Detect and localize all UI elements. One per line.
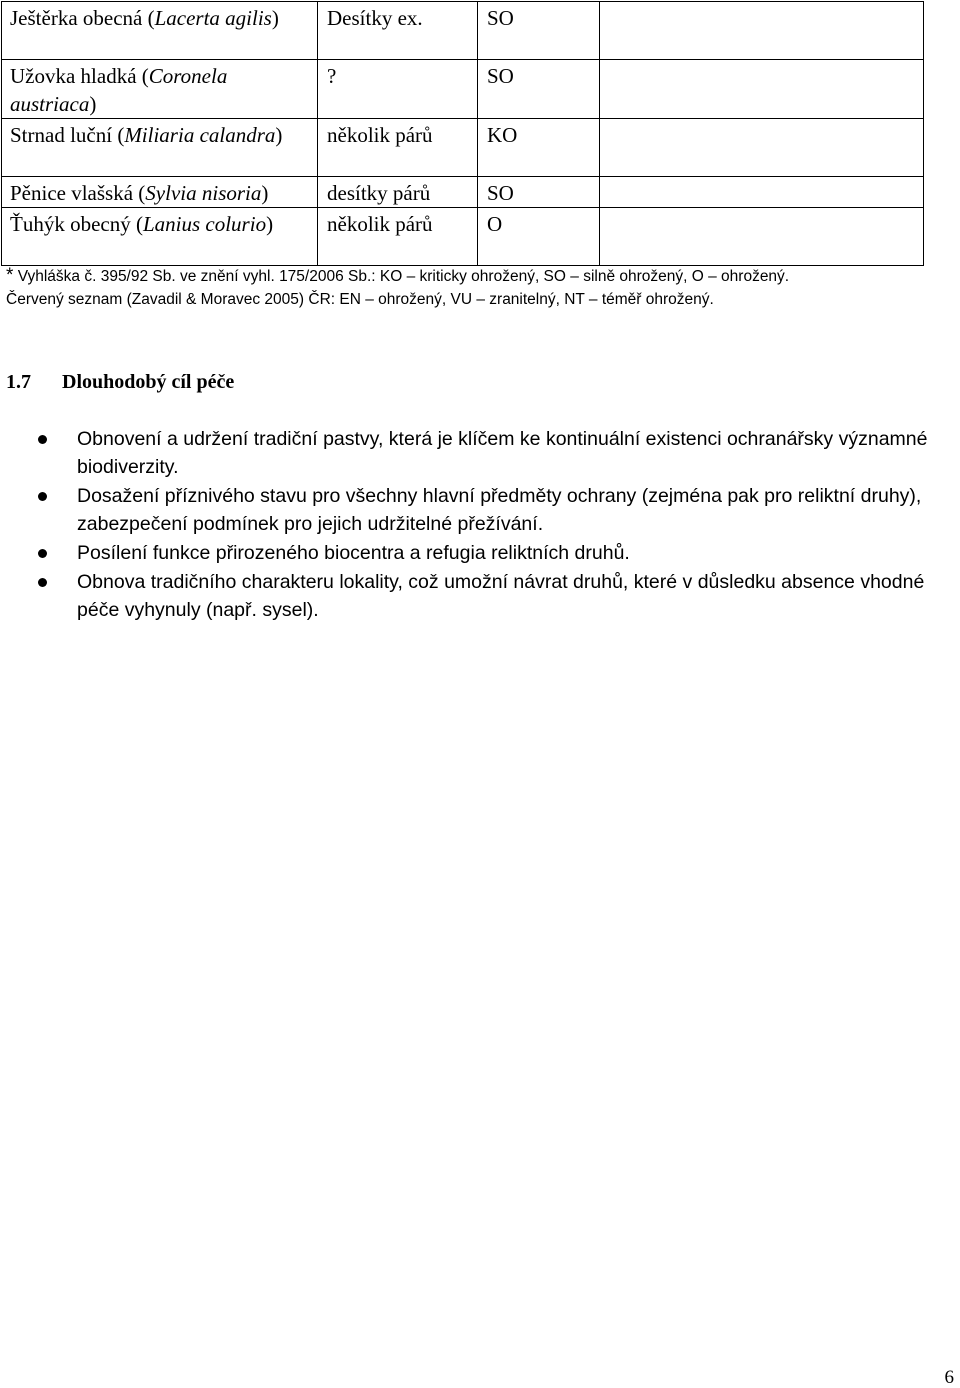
species-name-close: )	[271, 6, 279, 30]
species-name: Pěnice vlašská (	[10, 181, 146, 205]
species-latin-name: Miliaria calandra	[124, 123, 276, 147]
species-name-cell	[2, 60, 318, 119]
count-cell: několik párů	[318, 119, 478, 177]
protection-cell: SO	[478, 177, 600, 208]
redlist-cell	[600, 60, 924, 119]
section-number: 1.7	[6, 371, 31, 393]
species-latin-name: Lanius colurio	[142, 212, 267, 236]
goal-text: Obnovení a udržení tradiční pastvy, která je klíčem ke kontinuální existenci ochranářsky významné biodiverzity.	[77, 428, 928, 478]
species-name-close: )	[261, 181, 269, 205]
species-name-close: )	[275, 123, 283, 147]
section-heading	[6, 368, 234, 396]
goal-text: Posílení funkce přirozeného biocentra a refugia reliktních druhů.	[77, 542, 630, 564]
species-name-close: )	[266, 212, 274, 236]
species-latin-name: Sylvia nisoria	[145, 181, 262, 205]
bullet-icon	[38, 492, 47, 501]
footnote-star: *	[6, 265, 14, 286]
bullet-icon	[38, 435, 47, 444]
species-latin-name: Coronela austriaca	[10, 64, 228, 116]
footnote-redlist: Červený seznam (Zavadil & Moravec 2005) ČR: EN – ohrožený, VU – zranitelný, NT – téměř ohrožený.	[6, 291, 714, 308]
species-name: Užovka hladká (	[10, 64, 149, 88]
table-row	[2, 208, 924, 266]
species-name-cell	[2, 2, 318, 60]
goal-text: Dosažení příznivého stavu pro všechny hlavní předměty ochrany (zejména pak pro reliktní druhy), zabezpečení podmínek pro jejich udržitelné přežívání.	[77, 485, 922, 535]
species-name-cell	[2, 177, 318, 208]
species-name-close: )	[89, 92, 97, 116]
species-name: Ještěrka obecná (	[10, 6, 155, 30]
species-table	[1, 1, 924, 266]
redlist-cell	[600, 177, 924, 208]
count-cell: desítky párů	[318, 177, 478, 208]
species-name-cell	[2, 208, 318, 266]
bullet-icon	[38, 549, 47, 558]
protection-cell: SO	[478, 2, 600, 60]
list-item	[0, 568, 960, 624]
footnote-legislation-text: Vyhláška č. 395/92 Sb. ve znění vyhl. 175/2006 Sb.: KO – kriticky ohrožený, SO – silně ohrožený, O – ohrožený.	[13, 268, 790, 285]
page-number: 6	[944, 1367, 954, 1388]
goal-text: Obnova tradičního charakteru lokality, což umožní návrat druhů, které v důsledku absence vhodné péče vyhynuly (např. sysel).	[77, 571, 925, 621]
table-row	[2, 60, 924, 119]
table-row	[2, 2, 924, 60]
list-item	[0, 425, 960, 481]
redlist-cell	[600, 2, 924, 60]
table-row	[2, 177, 924, 208]
protection-cell: SO	[478, 60, 600, 119]
list-item	[0, 482, 960, 538]
protection-cell: KO	[478, 119, 600, 177]
count-cell: Desítky ex.	[318, 2, 478, 60]
species-name-cell	[2, 119, 318, 177]
table-row	[2, 119, 924, 177]
redlist-cell	[600, 208, 924, 266]
list-item	[0, 539, 960, 567]
footnote-legislation	[6, 266, 956, 287]
protection-cell: O	[478, 208, 600, 266]
species-latin-name: Lacerta agilis	[154, 6, 272, 30]
redlist-cell	[600, 119, 924, 177]
species-name: Strnad luční (	[10, 123, 125, 147]
count-cell: ?	[318, 60, 478, 119]
goals-list	[0, 425, 960, 625]
section-title: Dlouhodobý cíl péče	[62, 371, 235, 393]
bullet-icon	[38, 578, 47, 587]
count-cell: několik párů	[318, 208, 478, 266]
species-name: Ťuhýk obecný (	[10, 212, 143, 236]
